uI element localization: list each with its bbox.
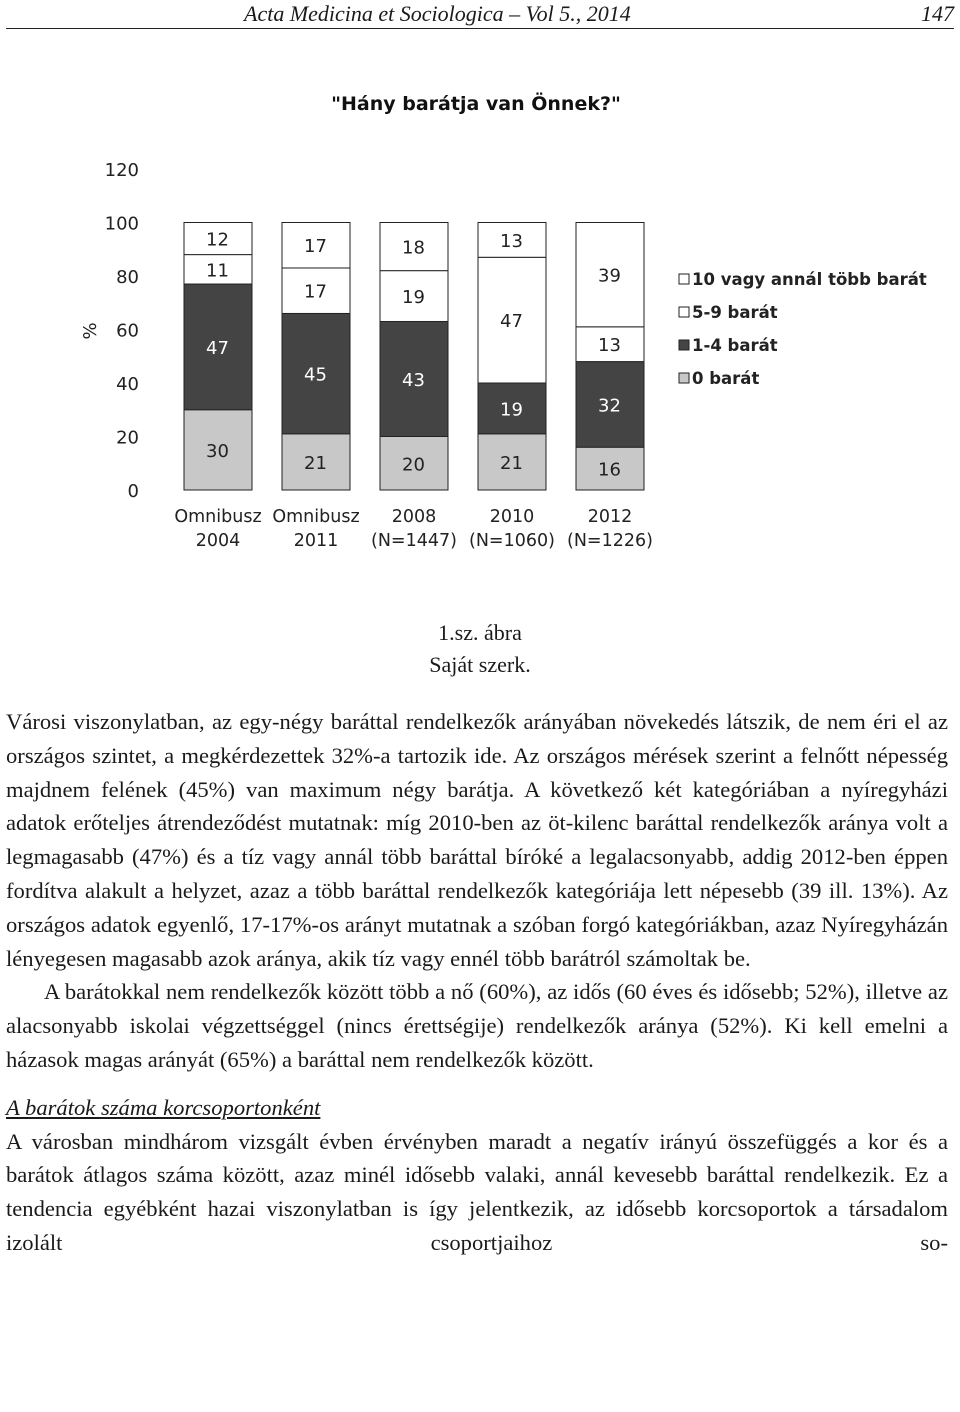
section-heading: A barátok száma korcsoportonként	[6, 1094, 321, 1120]
bar-data-label: 19	[500, 399, 523, 421]
y-tick-label: 100	[104, 213, 139, 235]
legend-label: 1-4 barát	[692, 336, 778, 355]
bar-data-label: 39	[598, 265, 621, 287]
bar-data-label: 18	[402, 237, 425, 259]
bar-data-label: 47	[500, 311, 523, 333]
x-tick-label: 2011	[293, 531, 339, 551]
figure-caption-source: Saját szerk.	[429, 652, 531, 677]
bar-data-label: 21	[500, 452, 523, 474]
stacked-bar-chart	[0, 70, 960, 560]
bar-data-label: 20	[402, 454, 425, 476]
section-paragraph: A városban mindhárom vizsgált évben érvényben maradt a negatív irányú összefüggés a kor és a barátok átlagos száma között, azaz minél idősebb valaki, annál kevesebb baráttal rendelkezik. Ez a tendencia egyébként hazai viszonylatban is így jelentkezik, az idősebb korcsoportok a társadalom izolált csoportjaihoz so-	[6, 1128, 948, 1255]
paragraph-2: A barátokkal nem rendelkezők között több a nő (60%), az idős (60 éves és idősebb; 52%), illetve az alacsonyabb iskolai végzettséggel (nincs érettségije) rendelkezők aránya (52%). Ki kell emelni a házasok magas arányát (65%) a baráttal nem rendelkezők között.	[6, 979, 948, 1072]
header-rule	[6, 28, 954, 29]
y-axis-label: %	[80, 322, 101, 340]
y-tick-label: 60	[116, 320, 139, 342]
bar-data-label: 21	[304, 452, 327, 474]
legend-label: 5-9 barát	[692, 303, 778, 322]
y-tick-label: 20	[116, 427, 139, 449]
journal-title: Acta Medicina et Sociologica – Vol 5., 2014	[244, 1, 631, 26]
bar-data-label: 43	[402, 369, 425, 391]
legend-swatch	[679, 274, 689, 284]
x-tick-label: 2004	[195, 531, 241, 551]
page-number: 147	[921, 1, 954, 26]
bar-data-label: 30	[206, 440, 229, 462]
bar-data-label: 13	[500, 230, 523, 252]
x-tick-label: 2012	[587, 507, 633, 527]
legend-swatch	[679, 307, 689, 317]
legend-label: 0 barát	[692, 369, 760, 388]
chart-title: "Hány barátja van Önnek?"	[331, 93, 621, 115]
x-tick-label: 2010	[489, 507, 535, 527]
y-tick-label: 120	[104, 160, 139, 181]
legend-swatch	[679, 373, 689, 383]
x-tick-label: (N=1060)	[469, 531, 555, 551]
figure-caption-number: 1.sz. ábra	[438, 620, 522, 645]
legend-swatch	[679, 340, 689, 350]
bar-data-label: 47	[206, 337, 229, 359]
y-tick-label: 40	[116, 374, 139, 395]
x-tick-label: Omnibusz	[174, 507, 262, 527]
x-tick-label: Omnibusz	[272, 507, 360, 527]
paragraph-1: Városi viszonylatban, az egy-négy baráttal rendelkezők arányában növekedés látszik, de nem éri el az országos szintet, a megkérdezettek 32%-a tartozik ide. Az országos mérések szerint a felnőtt népesség majdnem felének (45%) van maximum négy barátja. A következő két kategóriában a nyíregyházi adatok erőteljes átrendeződést mutatnak: míg 2010-ben az öt-kilenc baráttal rendelkezők aránya volt a legmagasabb (47%) és a tíz vagy annál több baráttal bíróké a legalacsonyabb, addig 2012-ben éppen fordítva alakult a helyzet, azaz a több baráttal rendelkezők kategóriája lett népesebb (39 ill. 13%). Az országos adatok egyenlő, 17-17%-os arányt mutatnak a szóban forgó kategóriákban, azaz Nyíregyházán lényegesen magasabb azok aránya, akik tíz vagy ennél több barátról számoltak be.	[6, 709, 948, 971]
x-tick-label: (N=1447)	[371, 531, 457, 551]
bar-data-label: 12	[206, 229, 229, 251]
bar-data-label: 19	[402, 287, 425, 309]
bar-data-label: 17	[304, 236, 327, 258]
body-text	[6, 705, 948, 1260]
bar-data-label: 32	[598, 395, 621, 417]
y-tick-label: 80	[116, 267, 139, 288]
running-header	[0, 0, 960, 26]
x-tick-label: (N=1226)	[567, 531, 653, 551]
bar-data-label: 16	[598, 459, 621, 481]
legend-label: 10 vagy annál több barát	[692, 270, 927, 289]
bar-data-label: 17	[304, 281, 327, 303]
bar-data-label: 11	[206, 260, 229, 282]
y-tick-label: 0	[127, 481, 139, 502]
bar-data-label: 45	[304, 364, 327, 386]
bar-data-label: 13	[598, 335, 621, 357]
x-tick-label: 2008	[391, 507, 437, 527]
